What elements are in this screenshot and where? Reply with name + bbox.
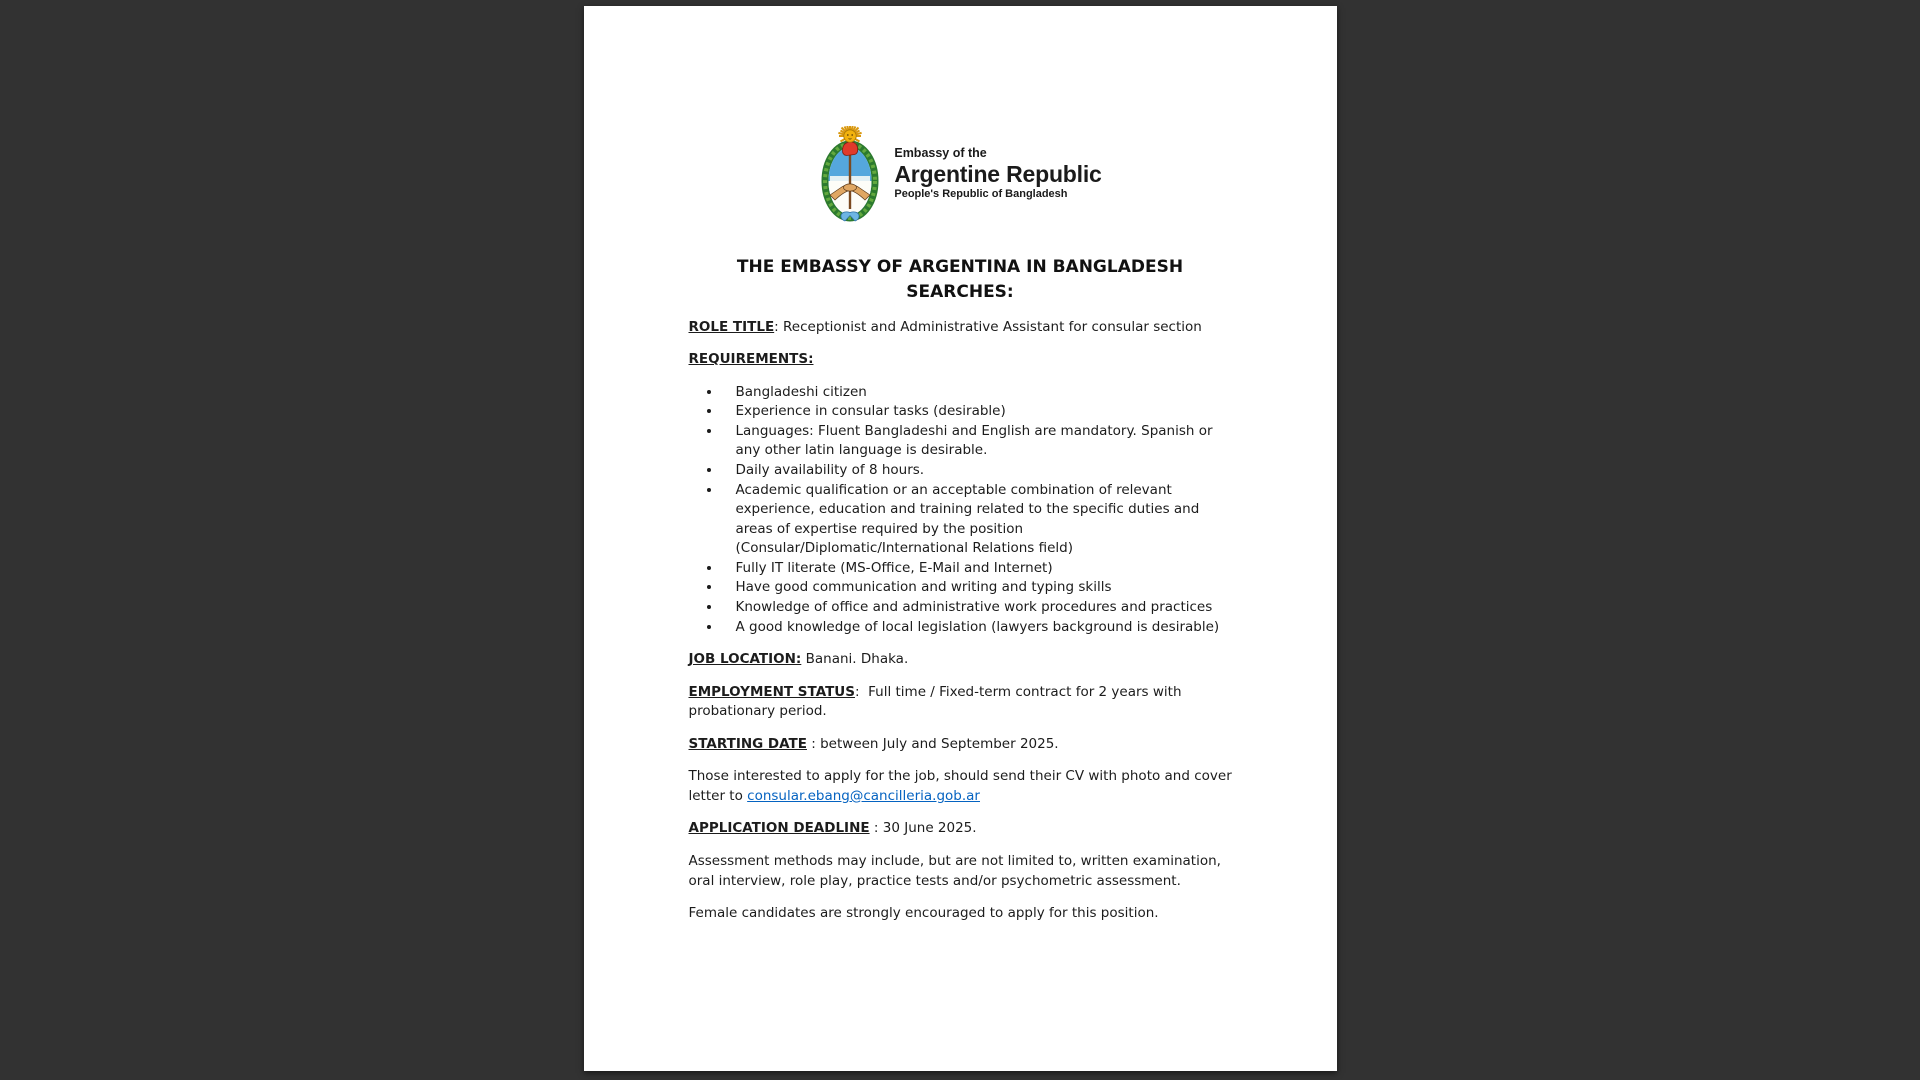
document-page [584, 6, 1337, 1071]
application-deadline-value: 30 June 2025. [882, 820, 977, 837]
requirements-label: REQUIREMENTS: [688, 351, 814, 368]
sun-face [844, 130, 856, 142]
application-deadline-label: APPLICATION DEADLINE [688, 820, 870, 837]
starting-date-separator: : [806, 735, 821, 752]
letterhead-embassy-of-the: Embassy of the [894, 146, 987, 161]
requirement-item: • Experience in consular tasks (desirable) [722, 402, 1234, 422]
how-to-apply-text: Those interested to apply for the job, should send their CV with photo and cover letter to [688, 768, 1232, 804]
role-title-paragraph [689, 318, 1234, 338]
role-title-separator: : [774, 318, 784, 335]
embassy-letterhead [584, 6, 1337, 222]
requirement-item: • A good knowledge of local legislation (lawyers background is desirable) [722, 618, 1234, 638]
role-title-label: ROLE TITLE [688, 318, 775, 335]
employment-status-label: EMPLOYMENT STATUS [688, 683, 855, 700]
starting-date-paragraph [689, 735, 1234, 755]
application-deadline-paragraph [689, 819, 1234, 839]
document-body [689, 318, 1234, 924]
starting-date-label: STARTING DATE [688, 735, 807, 752]
employment-status-value: Full time / Fixed-term contract for 2 years with probationary period. [688, 683, 1182, 720]
job-location-paragraph [689, 650, 1234, 670]
argentina-coat-of-arms-icon [818, 126, 882, 222]
document-title: THE EMBASSY OF ARGENTINA IN BANGLADESH SEARCHES: [736, 257, 1184, 302]
clasped-hands [844, 184, 857, 191]
letterhead-argentine-republic: Argentine Republic [894, 160, 1102, 187]
employment-status-paragraph [689, 683, 1234, 722]
requirement-item: • Knowledge of office and administrative work procedures and practices [722, 598, 1234, 618]
liberty-pole [849, 153, 851, 209]
requirement-item: • Languages: Fluent Bangladeshi and English are mandatory. Spanish or any other latin language is desirable. [722, 422, 1234, 461]
requirement-item: • Academic qualification or an acceptable combination of relevant experience, education and training related to the specific duties and areas of expertise required by the position (Consular/Diplomatic/International Relations field) [722, 481, 1234, 559]
job-location-value: Banani. Dhaka. [805, 651, 909, 668]
letterhead-text [894, 146, 1101, 201]
phrygian-cap [843, 142, 858, 156]
how-to-apply-paragraph [689, 767, 1234, 806]
assessment-methods-paragraph: Assessment methods may include, but are not limited to, written examination, oral interview, role play, practice tests and/or psychometric assessment. [688, 853, 1221, 889]
requirements-list [689, 383, 1234, 637]
requirement-item: • Have good communication and writing and typing skills [722, 578, 1234, 598]
role-title-value: Receptionist and Administrative Assistant for consular section [783, 318, 1202, 335]
employment-status-separator: : [854, 683, 869, 700]
starting-date-value: between July and September 2025. [820, 735, 1059, 752]
requirements-heading [689, 350, 1234, 370]
requirement-item: • Daily availability of 8 hours. [722, 461, 1234, 481]
female-candidates-paragraph: Female candidates are strongly encouraged to apply for this position. [688, 905, 1159, 922]
letterhead-peoples-republic-of-bangladesh: People's Republic of Bangladesh [894, 188, 1068, 201]
job-location-label: JOB LOCATION: [688, 651, 802, 668]
requirement-item: • Bangladeshi citizen [722, 383, 1234, 403]
requirement-item: • Fully IT literate (MS-Office, E-Mail and Internet) [722, 559, 1234, 579]
application-deadline-separator: : [869, 820, 883, 837]
application-email-link[interactable]: consular.ebang@cancilleria.gob.ar [747, 787, 980, 804]
